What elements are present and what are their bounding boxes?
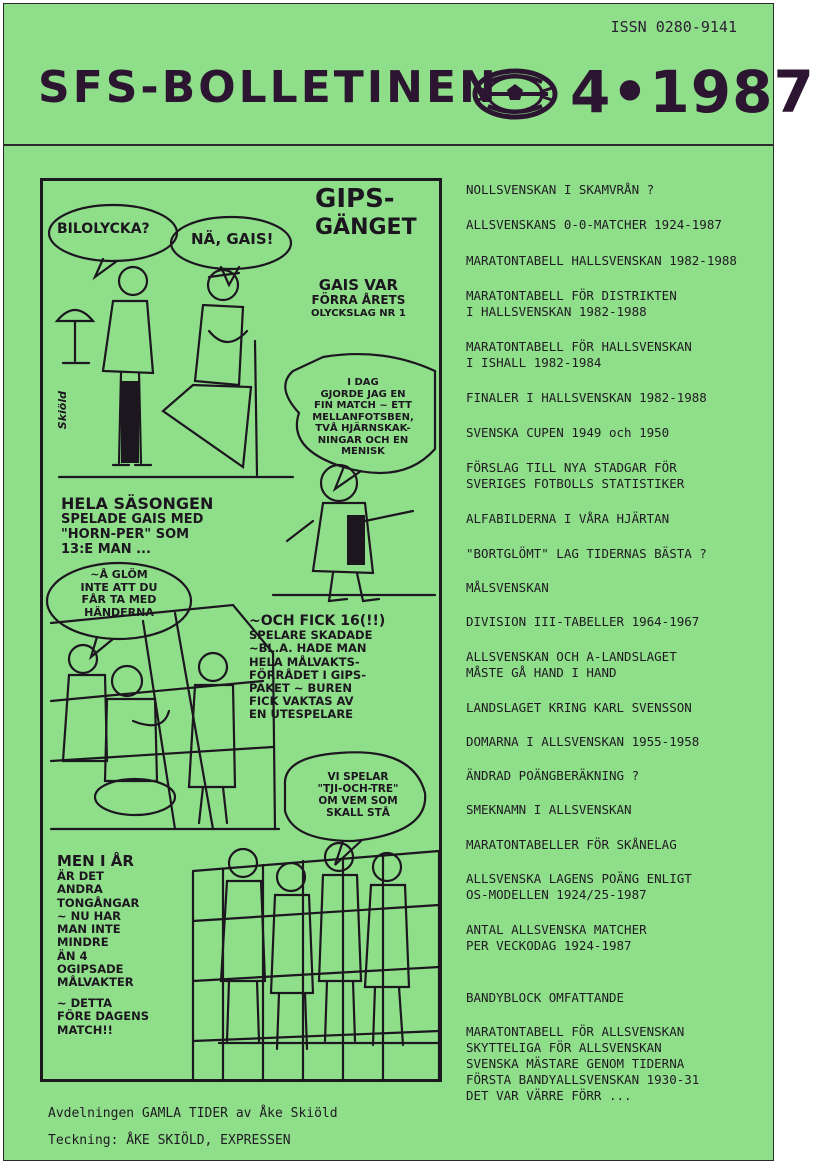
caption-line: EN UTESPELARE (249, 707, 354, 722)
caption-line: HELA MÅLVAKTS- (249, 654, 360, 669)
list-item: DOMARNA I ALLSVENSKAN 1955-1958 (466, 734, 700, 749)
list-item: ALLSVENSKANS 0-0-MATCHER 1924-1987 (466, 217, 722, 232)
caption-line: MINDRE (57, 935, 109, 950)
bubble-line: "TJI-OCH-TRE" (317, 783, 399, 796)
bubble-line: MELLANFOTSBEN, (312, 411, 414, 423)
bubble-line: HÄNDERNA (84, 605, 154, 619)
list-item: ALFABILDERNA I VÅRA HJÄRTAN (466, 511, 670, 526)
caption-line: FÖRE DAGENS (57, 1009, 149, 1024)
bubble-line: I DAG (347, 377, 379, 388)
caption-16-skadade (249, 613, 385, 722)
cartoon-illustration (40, 178, 442, 1082)
bubble-line: NINGAR OCH EN (317, 434, 409, 446)
issue-number: 4•1987 (570, 58, 815, 126)
list-item: NOLLSVENSKAN I SKAMVRÅN ? (466, 182, 655, 197)
caption-line: ~BL.A. HADE MAN (249, 641, 367, 656)
illustration-credit: Teckning: ÅKE SKIÖLD, EXPRESSEN (48, 1133, 291, 1148)
speech-bubble-2: NÄ, GAIS! (191, 230, 274, 248)
speech-bubble-tji-och-tre (293, 771, 423, 819)
caption-line: ÄR DET (57, 869, 105, 884)
caption-line: GAIS VAR (318, 276, 399, 294)
issn-number: ISSN 0280-9141 (610, 18, 737, 36)
header-divider (4, 144, 773, 146)
cartoon-title-line: GÄNGET (315, 214, 417, 240)
bubble-line: SKALL STÅ (326, 807, 390, 820)
caption-line: SPELADE GAIS MED (61, 512, 204, 528)
caption-line: ANDRA (57, 882, 103, 897)
bubble-line: OM VEM SOM (318, 795, 398, 808)
list-item: ÄNDRAD POÄNGBERÄKNING ? (466, 768, 640, 783)
caption-line: SPELARE SKADADE (249, 628, 373, 643)
list-item: MARATONTABELL FÖR DISTRIKTEN I HALLSVENSKAN 1982-1988 (466, 288, 677, 319)
list-item: MARATONTABELLER FÖR SKÅNELAG (466, 837, 677, 852)
caption-line: 13:E MAN ... (61, 542, 151, 558)
caption-line: ÄN 4 (57, 948, 88, 963)
caption-line: MÅLVAKTER (57, 975, 134, 989)
bubble-line: VI SPELAR (327, 771, 389, 783)
bubble-line: MENISK (341, 446, 385, 457)
list-item: LANDSLAGET KRING KARL SVENSSON (466, 700, 692, 715)
cartoon-title-line: GIPS- (315, 184, 395, 214)
cartoon-title (315, 185, 417, 240)
bubble-line: INTE ATT DU (80, 580, 158, 594)
caption-line: "HORN-PER" SOM (61, 527, 190, 543)
bubble-line: FIN MATCH ~ ETT (314, 400, 412, 411)
magazine-cover (3, 3, 815, 1161)
magazine-title: SFS-BOLLETINEN (38, 62, 499, 113)
caption-line: HELA SÄSONGEN (61, 494, 214, 513)
speech-bubble-1: BILOLYCKA? (57, 221, 150, 237)
bubble-line: GJORDE JAG EN (320, 388, 406, 400)
list-item: MARATONTABELL FÖR HALLSVENSKAN I ISHALL 1982-1984 (466, 339, 692, 370)
caption-men-i-ar (57, 853, 149, 1037)
department-credit: Avdelningen GAMLA TIDER av Åke Skiöld (48, 1106, 338, 1121)
list-item: BANDYBLOCK OMFATTANDE (466, 990, 625, 1005)
list-item: ALLSVENSKA LAGENS POÄNG ENLIGT OS-MODELLEN 1924/25-1987 (466, 871, 692, 902)
bubble-line: TVÅ HJÄRNSKAK- (315, 423, 411, 434)
list-item: ANTAL ALLSVENSKA MATCHER PER VECKODAG 1924-1987 (466, 922, 647, 953)
list-item: ALLSVENSKAN OCH A-LANDSLAGET MÅSTE GÅ HAND I HAND (466, 649, 677, 680)
caption-line: MEN I ÅR (57, 852, 134, 870)
caption-olyckslag (311, 277, 406, 320)
list-item: FÖRSLAG TILL NYA STADGAR FÖR SVERIGES FOTBOLLS STATISTIKER (466, 460, 685, 491)
caption-line: OLYCKSLAG NR 1 (311, 308, 406, 320)
caption-line: ~ NU HAR (57, 908, 121, 923)
caption-line: MAN INTE (57, 922, 121, 937)
list-item: SVENSKA CUPEN 1949 och 1950 (466, 425, 670, 440)
artist-signature: Skiöld (56, 391, 69, 430)
caption-line: MATCH!! (57, 1022, 113, 1037)
caption-line: ~OCH FICK 16(!!) (249, 613, 386, 629)
caption-line: FICK VAKTAS AV (249, 694, 354, 709)
list-item: FINALER I HALLSVENSKAN 1982-1988 (466, 390, 707, 405)
list-item: MÅLSVENSKAN (466, 580, 549, 595)
bubble-line: ~Å GLÖM (90, 568, 148, 581)
caption-line: PAKET ~ BUREN (249, 680, 352, 695)
bubble-line: FÅR TA MED (81, 593, 157, 607)
caption-line: FÖRRÅDET I GIPS- (249, 667, 366, 682)
caption-line: FÖRRA ÅRETS (311, 293, 406, 308)
list-item: MARATONTABELL HALLSVENSKAN 1982-1988 (466, 253, 737, 268)
speech-bubble-hands (57, 569, 181, 620)
caption-line: ~ DETTA (57, 996, 113, 1011)
caption-line: OGIPSADE (57, 961, 124, 976)
football-icon (472, 68, 558, 125)
list-item: SMEKNAMN I ALLSVENSKAN (466, 802, 632, 817)
list-item: DIVISION III-TABELLER 1964-1967 (466, 614, 700, 629)
caption-hela-sasongen (61, 495, 213, 558)
speech-bubble-injuries (293, 377, 433, 458)
list-item: MARATONTABELL FÖR ALLSVENSKAN SKYTTELIGA FÖR ALLSVENSKAN SVENSKA MÄSTARE GENOM TIDERNA FÖRSTA BANDYALLSVENSKAN 1930-31 DET VAR VÄRRE FÖRR ... (466, 1024, 700, 1103)
caption-line: TONGÅNGAR (57, 895, 140, 910)
list-item: "BORTGLÖMT" LAG TIDERNAS BÄSTA ? (466, 546, 707, 561)
